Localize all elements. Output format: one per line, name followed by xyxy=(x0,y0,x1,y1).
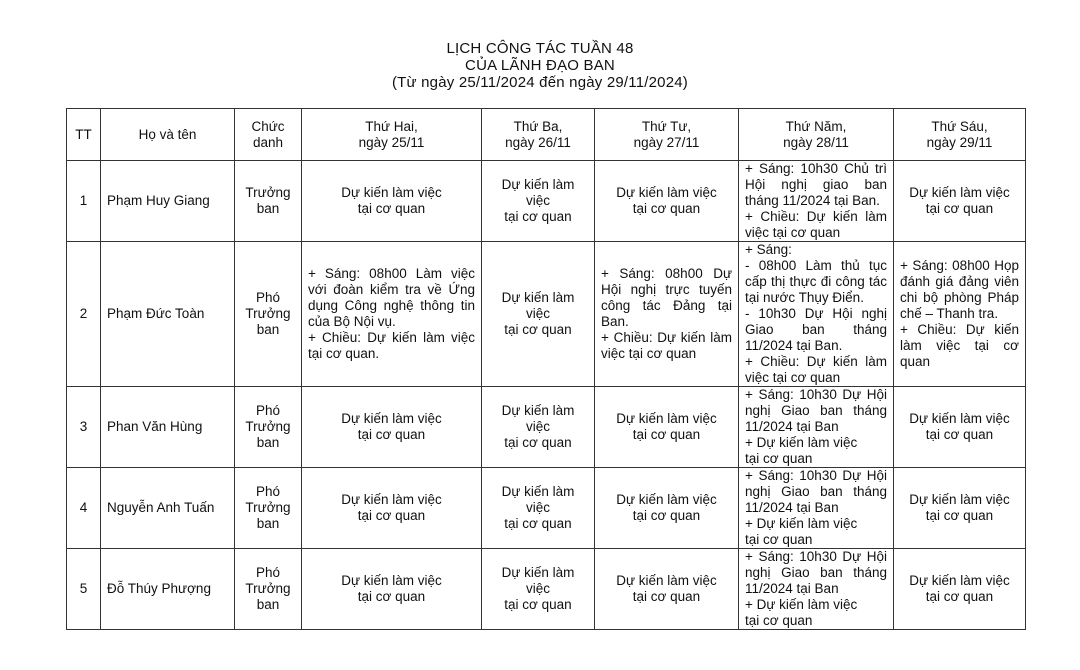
cell-line: tại cơ quan xyxy=(925,201,994,216)
cell-tuesday xyxy=(482,161,595,242)
cell-line: tại cơ quan xyxy=(745,613,813,628)
header-position xyxy=(235,109,302,161)
row-name: Phạm Đức Toàn xyxy=(101,242,235,387)
cell-wednesday xyxy=(595,161,739,242)
cell-line: tại cơ quan xyxy=(925,427,994,442)
cell-line: tại cơ quan xyxy=(504,435,572,450)
cell-line: - 10h30 Dự Hội nghị Giao ban tháng 11/2024 tại Ban. xyxy=(745,306,887,353)
header-date-line: ngày 27/11 xyxy=(633,134,700,150)
cell-friday xyxy=(894,161,1026,242)
row-tt: 2 xyxy=(67,242,101,387)
position-line: Trưởng xyxy=(245,581,291,596)
cell-line: tại cơ quan xyxy=(504,516,572,531)
cell-line: Dự kiến làm việc xyxy=(616,492,717,507)
row-position xyxy=(235,161,302,242)
cell-line: Dự kiến làm việc xyxy=(616,411,717,426)
position-line: Phó xyxy=(255,565,281,580)
cell-thursday xyxy=(739,549,894,630)
cell-friday xyxy=(894,549,1026,630)
header-date-line: ngày 25/11 xyxy=(358,134,425,150)
cell-line: Dự kiến làm việc xyxy=(616,185,717,200)
table-row xyxy=(67,387,1026,468)
cell-line: tại cơ quan xyxy=(504,209,572,224)
row-name: Phạm Huy Giang xyxy=(101,161,235,242)
cell-line: Dự kiến làm việc xyxy=(341,185,442,200)
cell-tuesday xyxy=(482,242,595,387)
cell-line: tại cơ quan xyxy=(632,508,701,523)
table-row xyxy=(67,242,1026,387)
header-day-line: Thứ Sáu, xyxy=(931,118,988,134)
header-day-line: Thứ Ba, xyxy=(513,118,563,134)
cell-line: + Sáng: 10h30 Chủ trì Hội nghị giao ban tháng 11/2024 tại Ban. xyxy=(745,161,887,208)
cell-friday xyxy=(894,242,1026,387)
cell-line: Dự kiến làm việc xyxy=(616,573,717,588)
row-position xyxy=(235,549,302,630)
position-line: ban xyxy=(256,597,280,612)
cell-line: + Sáng: 10h30 Dự Hội nghị Giao ban tháng 11/2024 tại Ban xyxy=(745,468,887,515)
cell-line: tại cơ quan xyxy=(632,201,701,216)
row-tt: 5 xyxy=(67,549,101,630)
document-title xyxy=(0,40,1080,91)
header-position-line: Chức xyxy=(251,118,285,134)
cell-monday xyxy=(302,549,482,630)
position-line: ban xyxy=(256,516,280,531)
row-position xyxy=(235,242,302,387)
cell-line: + Sáng: 08h00 Họp đánh giá đảng viên chi bộ phòng Pháp chế – Thanh tra. xyxy=(900,258,1019,321)
cell-line: Dự kiến làm việc xyxy=(341,411,442,426)
cell-tuesday xyxy=(482,468,595,549)
cell-line: + Chiều: Dự kiến làm việc tại cơ quan xyxy=(601,330,732,361)
cell-line: + Dự kiến làm việc xyxy=(745,597,858,612)
title-line-3: (Từ ngày 25/11/2024 đến ngày 29/11/2024) xyxy=(391,74,689,91)
cell-line: + Chiều: Dự kiến làm việc tại cơ quan xyxy=(745,209,887,240)
cell-line: Dự kiến làm việc xyxy=(341,573,442,588)
position-line: Trưởng xyxy=(245,306,291,321)
cell-line: tại cơ quan xyxy=(357,427,426,442)
position-line: ban xyxy=(256,322,280,337)
cell-line: + Sáng: 10h30 Dự Hội nghị Giao ban tháng 11/2024 tại Ban xyxy=(745,549,887,596)
cell-line: + Chiều: Dự kiến làm việc tại cơ quan xyxy=(745,354,887,385)
header-day-line: Thứ Tư, xyxy=(641,118,692,134)
row-name: Đỗ Thúy Phượng xyxy=(101,549,235,630)
row-position xyxy=(235,468,302,549)
row-name: Phan Văn Hùng xyxy=(101,387,235,468)
cell-line: Dự kiến làm việc xyxy=(501,565,575,596)
header-monday xyxy=(302,109,482,161)
header-name: Họ và tên xyxy=(101,109,235,161)
cell-thursday xyxy=(739,387,894,468)
cell-monday xyxy=(302,468,482,549)
position-line: Trưởng xyxy=(245,500,291,515)
cell-line: tại cơ quan xyxy=(632,589,701,604)
cell-line: tại cơ quan xyxy=(357,508,426,523)
header-friday xyxy=(894,109,1026,161)
cell-line: - 08h00 Làm thủ tục cấp thị thực đi công tác tại nước Thụy Điển. xyxy=(745,258,887,305)
position-line: ban xyxy=(256,201,280,216)
cell-line: Dự kiến làm việc xyxy=(501,177,575,208)
cell-line: tại cơ quan xyxy=(925,589,994,604)
header-date-line: ngày 28/11 xyxy=(783,134,849,150)
row-tt: 4 xyxy=(67,468,101,549)
cell-line: + Sáng: xyxy=(745,242,792,257)
header-position-line: danh xyxy=(252,134,284,150)
cell-line: + Sáng: 08h00 Dự Hội nghị trực tuyến công tác Đảng tại Ban. xyxy=(601,266,732,329)
title-line-2: CỦA LÃNH ĐẠO BAN xyxy=(465,57,615,74)
cell-thursday xyxy=(739,242,894,387)
table-row xyxy=(67,161,1026,242)
position-line: Phó xyxy=(255,484,281,499)
cell-line: + Chiều: Dự kiến làm việc tại cơ quan. xyxy=(308,330,475,361)
position-line: Phó xyxy=(255,290,281,305)
cell-line: Dự kiến làm việc xyxy=(909,185,1010,200)
cell-line: + Chiều: Dự kiến làm việc tại cơ quan xyxy=(900,322,1019,369)
cell-friday xyxy=(894,468,1026,549)
header-thursday xyxy=(739,109,894,161)
cell-line: tại cơ quan xyxy=(504,597,572,612)
cell-friday xyxy=(894,387,1026,468)
cell-wednesday xyxy=(595,468,739,549)
header-date-line: ngày 26/11 xyxy=(505,134,571,150)
cell-wednesday xyxy=(595,549,739,630)
cell-line: Dự kiến làm việc xyxy=(501,403,575,434)
table-row xyxy=(67,549,1026,630)
cell-line: Dự kiến làm việc xyxy=(501,290,575,321)
cell-tuesday xyxy=(482,549,595,630)
row-tt: 1 xyxy=(67,161,101,242)
header-date-line: ngày 29/11 xyxy=(926,134,993,150)
cell-line: Dự kiến làm việc xyxy=(341,492,442,507)
header-day-line: Thứ Năm, xyxy=(785,118,847,134)
row-tt: 3 xyxy=(67,387,101,468)
cell-line: + Dự kiến làm việc xyxy=(745,516,858,531)
cell-line: tại cơ quan xyxy=(925,508,994,523)
cell-line: tại cơ quan xyxy=(357,589,426,604)
cell-line: tại cơ quan xyxy=(745,451,813,466)
cell-line: Dự kiến làm việc xyxy=(909,492,1010,507)
cell-monday xyxy=(302,387,482,468)
header-day-line: Thứ Hai, xyxy=(365,118,418,134)
cell-line: + Sáng: 08h00 Làm việc với đoàn kiểm tra về Ứng dụng Công nghệ thông tin của Bộ Nội vụ. xyxy=(308,266,475,329)
cell-wednesday xyxy=(595,387,739,468)
cell-line: tại cơ quan xyxy=(504,322,572,337)
cell-monday xyxy=(302,161,482,242)
cell-line: Dự kiến làm việc xyxy=(501,484,575,515)
cell-tuesday xyxy=(482,387,595,468)
row-position xyxy=(235,387,302,468)
title-line-1: LỊCH CÔNG TÁC TUẦN 48 xyxy=(446,40,634,57)
cell-thursday xyxy=(739,161,894,242)
cell-line: + Sáng: 10h30 Dự Hội nghị Giao ban tháng 11/2024 tại Ban xyxy=(745,387,887,434)
cell-wednesday xyxy=(595,242,739,387)
position-line: Trưởng xyxy=(245,185,291,200)
position-line: Phó xyxy=(255,403,281,418)
cell-line: + Dự kiến làm việc xyxy=(745,435,858,450)
cell-line: Dự kiến làm việc xyxy=(909,411,1010,426)
row-name: Nguyễn Anh Tuấn xyxy=(101,468,235,549)
header-tuesday xyxy=(482,109,595,161)
schedule-table xyxy=(66,108,1026,630)
position-line: Trưởng xyxy=(245,419,291,434)
table-row xyxy=(67,468,1026,549)
cell-line: tại cơ quan xyxy=(745,532,813,547)
header-wednesday xyxy=(595,109,739,161)
position-line: ban xyxy=(256,435,280,450)
table-header-row xyxy=(67,109,1026,161)
cell-line: tại cơ quan xyxy=(632,427,701,442)
cell-line: tại cơ quan xyxy=(357,201,426,216)
cell-line: Dự kiến làm việc xyxy=(909,573,1010,588)
header-tt: TT xyxy=(67,109,101,161)
cell-thursday xyxy=(739,468,894,549)
cell-monday xyxy=(302,242,482,387)
